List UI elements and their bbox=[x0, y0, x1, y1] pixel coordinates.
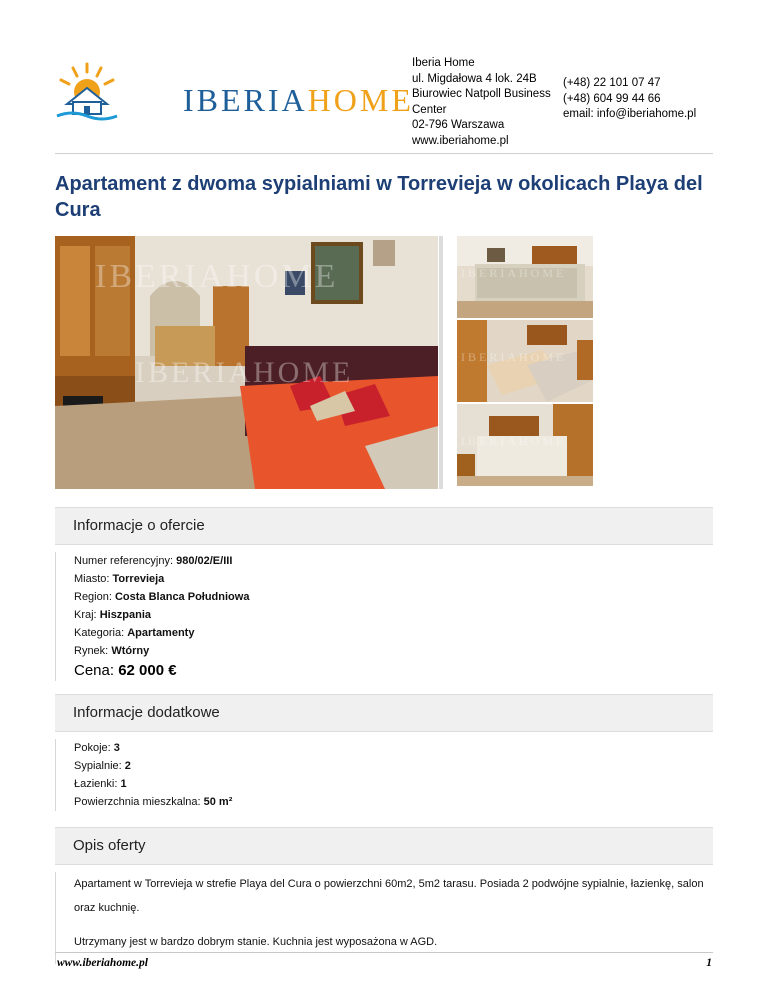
row-value: Torrevieja bbox=[112, 573, 165, 585]
price bbox=[74, 661, 249, 681]
info-row-bedrooms bbox=[74, 757, 232, 775]
thumbnail-photo-3[interactable] bbox=[457, 404, 593, 486]
sun-house-logo-icon bbox=[55, 62, 125, 122]
offer-row-reference bbox=[74, 552, 249, 570]
row-value: 50 m² bbox=[203, 796, 233, 808]
description-paragraph: Utrzymany jest w bardzo dobrym stanie. Kuchnia jest wyposażona w AGD. bbox=[74, 936, 438, 948]
listing-title: Apartament z dwoma sypialniami w Torrevieja w okolicach Playa del Cura bbox=[55, 173, 703, 221]
company-name: Iberia Home bbox=[412, 57, 475, 69]
row-label: Miasto: bbox=[74, 573, 110, 585]
row-value: 2 bbox=[124, 760, 131, 772]
additional-info-header bbox=[55, 694, 713, 732]
offer-row-country bbox=[74, 606, 249, 624]
logo-text-home: HOME bbox=[307, 82, 414, 118]
offer-row-city bbox=[74, 570, 249, 588]
description-block bbox=[55, 872, 714, 964]
info-row-bathrooms bbox=[74, 775, 232, 793]
description-heading: Opis oferty bbox=[73, 837, 146, 854]
row-label: Sypialnie: bbox=[74, 760, 122, 772]
additional-info-heading: Informacje dodatkowe bbox=[73, 704, 220, 721]
photo-watermark: IBERIAHOME bbox=[135, 356, 354, 389]
logo-text-iberia: IBERIA bbox=[183, 82, 308, 118]
address-street: ul. Migdałowa 4 lok. 24B bbox=[412, 72, 537, 85]
photo-watermark: IBERIAHOME bbox=[95, 258, 339, 295]
row-value: Hiszpania bbox=[99, 609, 152, 621]
row-value: Wtórny bbox=[111, 645, 150, 657]
address-building: Biurowiec Natpoll Business Center bbox=[412, 88, 551, 116]
footer-divider bbox=[55, 952, 713, 953]
company-address bbox=[412, 56, 562, 149]
additional-info-block bbox=[55, 739, 232, 811]
offer-row-category bbox=[74, 624, 249, 642]
info-row-area bbox=[74, 793, 232, 811]
logo-wordmark bbox=[183, 82, 414, 119]
thumbnail-photo-2[interactable] bbox=[457, 320, 593, 402]
photo-divider bbox=[439, 236, 443, 489]
description-header bbox=[55, 827, 713, 865]
row-label: Powierzchnia mieszkalna: bbox=[74, 796, 201, 808]
offer-info-heading: Informacje o ofercie bbox=[73, 517, 205, 534]
description-paragraph: Apartament w Torrevieja w strefie Playa del Cura o powierzchni 60m2, 5m2 tarasu. Posiada 2 podwójne sypialnie, łazienkę, salon oraz kuchnię. bbox=[74, 878, 704, 914]
header-divider bbox=[55, 153, 713, 154]
info-row-rooms bbox=[74, 739, 232, 757]
price-label: Cena: bbox=[74, 662, 115, 679]
email-link[interactable]: email: info@iberiahome.pl bbox=[563, 108, 697, 120]
row-label: Numer referencyjny: bbox=[74, 555, 174, 567]
row-value: 1 bbox=[120, 778, 127, 790]
footer-website[interactable]: www.iberiahome.pl bbox=[57, 957, 148, 969]
main-photo[interactable] bbox=[55, 236, 438, 489]
page-number: 1 bbox=[706, 957, 712, 969]
photo-watermark: IBERIAHOME bbox=[461, 350, 567, 364]
offer-row-market bbox=[74, 642, 249, 660]
company-logo bbox=[55, 62, 414, 122]
offer-info-header bbox=[55, 507, 713, 545]
phone-2[interactable]: (+48) 604 99 44 66 bbox=[563, 92, 661, 105]
phone-1[interactable]: (+48) 22 101 07 47 bbox=[563, 77, 661, 89]
company-website[interactable]: www.iberiahome.pl bbox=[412, 134, 509, 147]
row-value: Costa Blanca Południowa bbox=[114, 591, 250, 603]
row-label: Kategoria: bbox=[74, 627, 125, 639]
offer-info-block bbox=[55, 552, 249, 681]
address-city: 02-796 Warszawa bbox=[412, 119, 505, 131]
thumbnail-photo-1[interactable] bbox=[457, 236, 593, 318]
company-contact bbox=[563, 76, 696, 123]
photo-watermark: IBERIAHOME bbox=[461, 266, 567, 280]
row-value: 980/02/E/III bbox=[176, 555, 233, 567]
photo-watermark: IBERIAHOME bbox=[461, 434, 567, 448]
price-value: 62 000 € bbox=[118, 662, 177, 679]
row-label: Rynek: bbox=[74, 645, 109, 657]
row-label: Łazienki: bbox=[74, 778, 118, 790]
row-label: Kraj: bbox=[74, 609, 97, 621]
row-label: Pokoje: bbox=[74, 742, 111, 754]
row-value: 3 bbox=[113, 742, 120, 754]
offer-row-region bbox=[74, 588, 249, 606]
row-value: Apartamenty bbox=[127, 627, 195, 639]
row-label: Region: bbox=[74, 591, 112, 603]
